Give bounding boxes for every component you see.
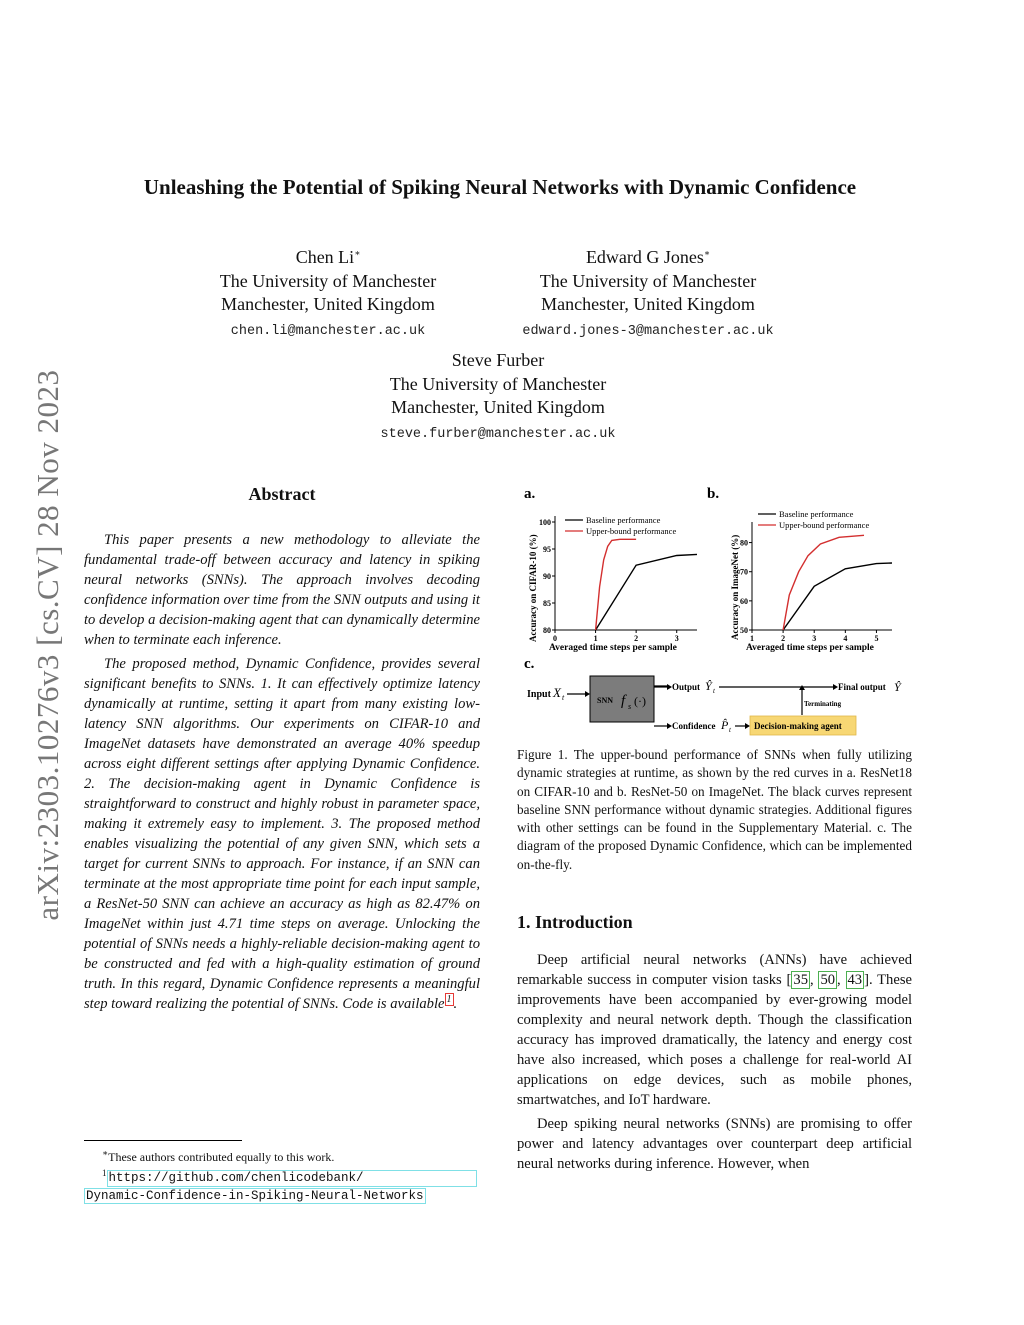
abstract-paragraph-2-text: The proposed method, Dynamic Confidence, provides several significant benefits to SNNs. 1. It can effectively optimize latency dynamically at runtime, setting it apart from many existing low-latency SNN algorithms. Our experiments on CIFAR-10 and ImageNet datasets have demonstrated an average 40% speedup across eight different settings after applying Dynamic Confidence. 2. The decision-making agent in Dynamic Confidence is straightforward to construct and highly robust in parameter space, making it extremely easy to implement. 3. The proposed method enables visualizing the potential of any given SNN, which sets a target for current SNNs to approach. For instance, if an SNN can terminate at the most appropriate time point for each input sample, a ResNet-50 SNN can achieve an accuracy as high as 82.47% on ImageNet within just 4.71 time steps on average. Unlocking the potential of SNNs needs a highly-reliable decision-making agent to be constructed and fed with a high-quality estimation of ground truth. In this regard, Dynamic Confidence represents a meaningful step toward realizing the potential of SNNs. Code is available <box>84 656 480 1012</box>
upper-bound-series-line <box>596 539 637 630</box>
footnote-ref-link[interactable]: 1 <box>446 994 452 1006</box>
author-email: steve.furber@manchester.ac.uk <box>380 426 616 442</box>
diagram-input-label: Input <box>527 689 551 700</box>
baseline-series-line <box>596 554 697 630</box>
legend-baseline: Baseline performance <box>779 509 854 519</box>
x-tick-label: 1 <box>750 634 754 643</box>
upper-bound-series-line <box>783 535 864 630</box>
abstract-paragraph-2 <box>84 654 480 1014</box>
author-mark: ∗ <box>354 248 361 258</box>
citation-link[interactable]: 43 <box>847 972 863 988</box>
author-block-3 <box>348 345 648 446</box>
author-location: Manchester, United Kingdom <box>221 294 435 314</box>
terminating-label: Terminating <box>804 700 842 708</box>
chart-b <box>730 509 892 653</box>
diagram-input-var: X <box>553 685 561 700</box>
legend-upper: Upper-bound performance <box>586 526 677 536</box>
panel-c-label: c. <box>524 656 535 672</box>
y-tick-label: 85 <box>543 599 551 608</box>
confidence-sub: t <box>729 726 731 734</box>
author-email: edward.jones-3@manchester.ac.uk <box>522 323 774 339</box>
intro-paragraph-2: Deep spiking neural networks (SNNs) are promising to offer power and latency advantages over counterpart deep artificial neural networks during inference. However, when <box>517 1116 912 1172</box>
abstract-paragraph-1: This paper presents a new methodology to alleviate the fundamental trade-off between accuracy and latency in spiking neural networks (SNNs). The approach involves decoding confidence information over time from the SNN outputs and using it to develop a decision-making agent that can dynamically determine when to terminate each inference. <box>84 532 480 648</box>
citation-link[interactable]: 50 <box>820 972 836 988</box>
y-tick-label: 80 <box>543 626 551 635</box>
confidence-var: P̂ <box>721 718 729 732</box>
chart-a-ylabel: Accuracy on CIFAR-10 (%) <box>528 534 538 642</box>
x-tick-label: 5 <box>874 634 879 643</box>
author-name: Edward G Jones <box>585 247 704 267</box>
legend-baseline: Baseline performance <box>586 515 661 525</box>
output-label: Output <box>672 682 701 692</box>
diagram-input-sub: t <box>562 693 565 702</box>
code-url-link-line1[interactable]: https://github.com/chenlicodebank/ <box>107 1170 477 1187</box>
chart-b-xlabel: Averaged time steps per sample <box>746 643 874 653</box>
decision-agent-label: Decision-making agent <box>754 721 842 731</box>
author-mark: ∗ <box>703 248 711 258</box>
abstract-body <box>84 530 480 1014</box>
footnotes <box>84 1146 484 1204</box>
output-var: Ŷ <box>705 679 712 693</box>
chart-a-xlabel: Averaged time steps per sample <box>549 643 677 653</box>
arrowhead <box>745 723 750 729</box>
author-affiliation: The University of Manchester <box>389 373 607 394</box>
citation-link[interactable]: 35 <box>793 972 808 988</box>
author-location: Manchester, United Kingdom <box>391 397 605 417</box>
snn-label: SNN <box>597 696 614 705</box>
legend-upper: Upper-bound performance <box>779 520 870 530</box>
figure-1 <box>517 478 917 740</box>
x-tick-label: 2 <box>781 634 786 643</box>
x-tick-label: 3 <box>812 634 817 643</box>
baseline-series-line <box>783 563 892 630</box>
chart-b-ylabel: Accuracy on ImageNet (%) <box>730 534 740 640</box>
author-block-1 <box>188 242 468 343</box>
y-tick-label: 50 <box>740 626 748 635</box>
footnote-rule <box>84 1140 242 1141</box>
chart-a <box>528 515 697 653</box>
snn-func: f <box>621 693 626 709</box>
panel-b-label: b. <box>707 486 720 502</box>
intro-p1-text-cont: ]. These improvements have been accompanied by ever-growing model complexity and neural network depth. Though the classification accuracy has improved dramatically, the latency and energy cost have also increased, which poses a challenge for real-world AI applications on edge devices, such as mobile phones, smartwatches, and IoT hardware. <box>517 972 912 1108</box>
abstract-paragraph-2-end: . <box>453 996 458 1012</box>
y-tick-label: 70 <box>740 567 748 577</box>
figure-caption: Figure 1. The upper-bound performance of SNNs when fully utilizing dynamic strategies at runtime, as shown by the red curves in a. ResNet18 on CIFAR-10 and b. ResNet-50 on ImageNet. The black curves represent baseline SNN performance without dynamic strategies. Additional figures with other settings can be found in the Supplementary Material. c. The diagram of the proposed Dynamic Confidence, which can be implemented on-the-fly. <box>517 747 912 872</box>
citation-sep: , <box>810 972 819 988</box>
x-tick-label: 3 <box>674 634 679 643</box>
introduction-heading: 1. Introduction <box>517 912 633 932</box>
x-tick-label: 1 <box>593 634 598 643</box>
output-sub: t <box>713 687 715 695</box>
author-affiliation: The University of Manchester <box>219 270 437 291</box>
y-tick-label: 100 <box>539 518 551 527</box>
author-name: Chen Li <box>295 247 355 267</box>
footnote-1-text: These authors contributed equally to this work. <box>108 1150 335 1164</box>
x-tick-label: 0 <box>553 634 557 643</box>
y-tick-label: 80 <box>740 538 748 548</box>
author-block-2 <box>487 242 809 343</box>
paper-title: Unleashing the Potential of Spiking Neural Networks with Dynamic Confidence <box>143 175 857 199</box>
footnote-mark: ∗ <box>102 1148 109 1158</box>
chart-b-legend <box>758 509 869 530</box>
y-tick-label: 95 <box>543 545 551 554</box>
y-tick-label: 90 <box>543 572 551 581</box>
confidence-label: Confidence <box>672 721 716 731</box>
code-url-link-line2[interactable]: Dynamic-Confidence-in-Spiking-Neural-Networks <box>86 1189 424 1203</box>
final-output-label: Final output <box>838 682 886 692</box>
y-tick-label: 60 <box>740 596 748 606</box>
final-output-var: Ŷ <box>894 680 901 694</box>
arxiv-sidebar <box>18 345 78 945</box>
panel-a-label: a. <box>524 486 536 502</box>
snn-func-sub: s <box>628 702 632 711</box>
diagram-c <box>527 676 902 735</box>
citation-sep: , <box>837 972 846 988</box>
arrowhead <box>585 691 590 697</box>
x-tick-label: 4 <box>843 634 848 643</box>
intro-p1-text: Deep artificial neural networks (ANNs) have achieved remarkable success in computer vision tasks [ <box>517 952 912 988</box>
introduction-body <box>517 950 912 1174</box>
chart-a-legend <box>565 515 676 536</box>
footnote-mark: 1 <box>102 1168 107 1178</box>
arxiv-id: arXiv:2303.10276v3 [cs.CV] 28 Nov 2023 <box>30 369 65 921</box>
author-name: Steve Furber <box>451 350 545 370</box>
x-tick-label: 2 <box>634 634 639 643</box>
author-location: Manchester, United Kingdom <box>541 294 755 314</box>
abstract-heading: Abstract <box>248 484 316 504</box>
author-affiliation: The University of Manchester <box>539 270 757 291</box>
snn-func-arg: (·) <box>634 694 646 708</box>
intro-paragraph-1 <box>517 950 912 1110</box>
author-email: chen.li@manchester.ac.uk <box>230 323 426 339</box>
